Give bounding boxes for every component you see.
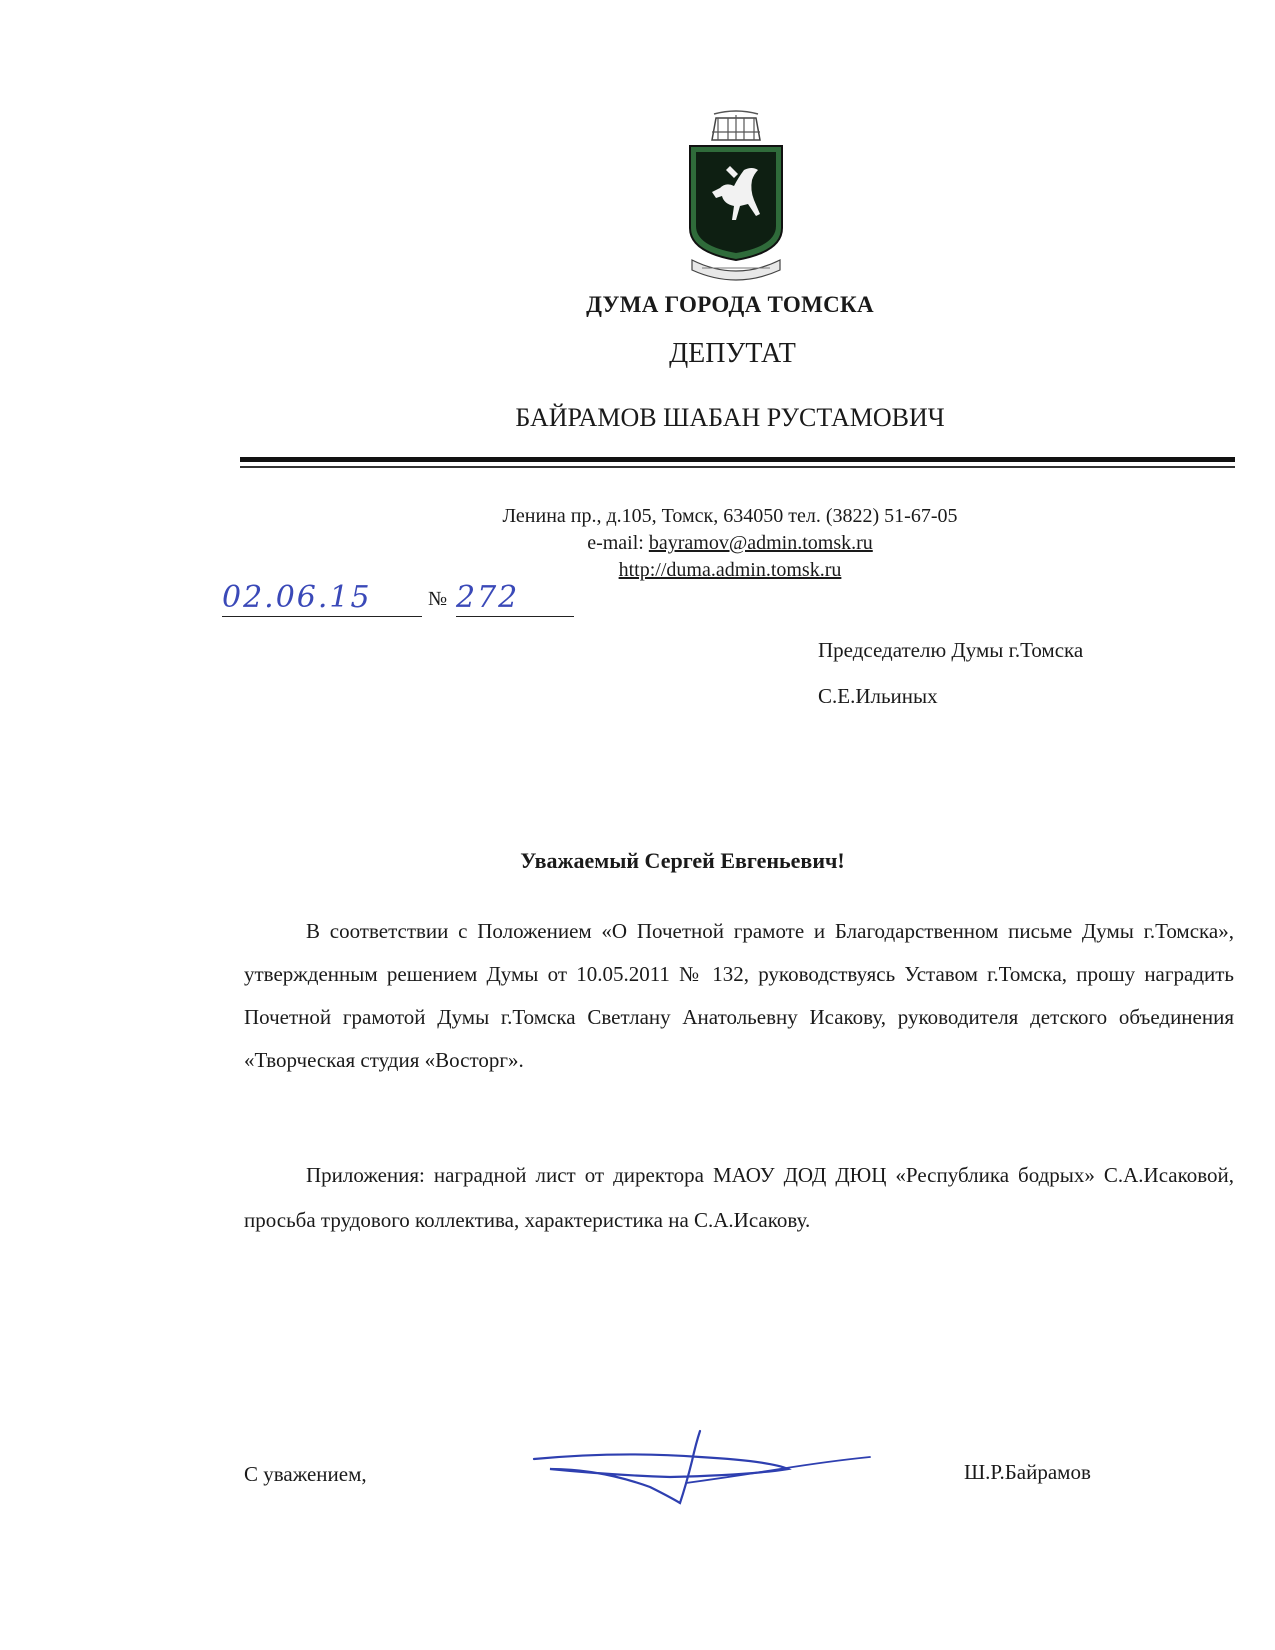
addressee-position: Председателю Думы г.Томска xyxy=(818,638,1084,662)
header-divider-thin xyxy=(240,466,1235,468)
email-label: e-mail: xyxy=(587,532,649,554)
organization-title: ДУМА ГОРОДА ТОМСКА xyxy=(586,292,874,317)
greeting-text: Уважаемый Сергей Евгеньевич! xyxy=(520,848,845,873)
signer-name: Ш.Р.Байрамов xyxy=(964,1460,1091,1484)
greeting xyxy=(0,848,1275,874)
postal-address: Ленина пр., д.105, Томск, 634050 тел. (3822) 51-67-05 xyxy=(502,505,958,527)
tomsk-coat-of-arms-icon xyxy=(688,110,784,286)
contact-block xyxy=(440,503,1020,584)
registration-no: 272 xyxy=(456,580,574,617)
addressee-block xyxy=(818,627,1083,719)
email-line xyxy=(440,530,1020,557)
deputy-name: БАЙРАМОВ ШАБАН РУСТАМОВИЧ xyxy=(515,403,945,432)
header-divider-thick xyxy=(240,457,1235,462)
closing-salutation: С уважением, xyxy=(244,1462,367,1486)
number-sign: № xyxy=(428,588,448,610)
body-paragraph-2: Приложения: наградной лист от директора МАОУ ДОД ДЮЦ «Республика бодрых» С.А.Исаковой, просьба трудового коллектива, характеристика на С.А.Исакову. xyxy=(244,1163,1234,1232)
registration-number xyxy=(218,580,578,620)
email-link[interactable]: bayramov@admin.tomsk.ru xyxy=(648,532,873,554)
website-link[interactable]: http://duma.admin.tomsk.ru xyxy=(618,559,842,581)
signature-icon xyxy=(530,1425,890,1505)
addressee-name: С.Е.Ильиных xyxy=(818,684,938,708)
body-paragraph-1: В соответствии с Положением «О Почетной грамоте и Благодарственном письме Думы г.Томска», утвержденным решением Думы от 10.05.2011 № 132, руководствуясь Уставом г.Томска, прошу наградить Почетной грамотой Думы г.Томска Светлану Анатольевну Исакову, руководителя детского объединения «Творческая студия «Восторг». xyxy=(244,919,1234,1072)
role-title: ДЕПУТАТ xyxy=(669,338,796,369)
registration-date: 02.06.15 xyxy=(222,580,422,617)
